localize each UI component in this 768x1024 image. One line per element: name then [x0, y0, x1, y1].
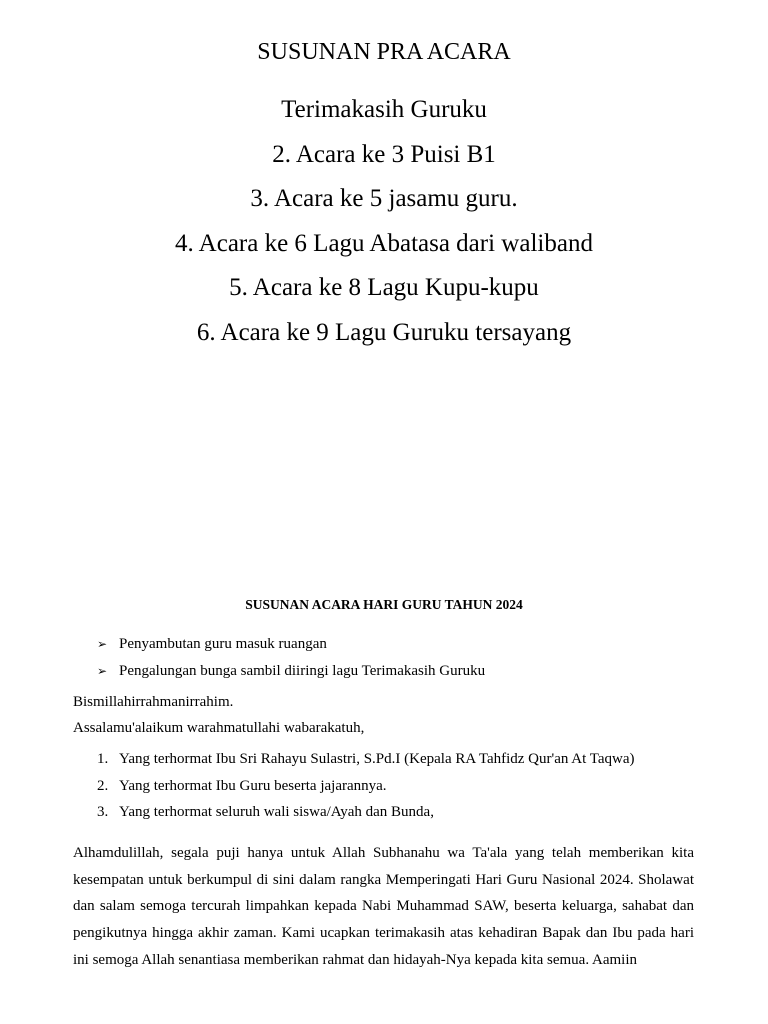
pre-event-list [0, 93, 768, 361]
opening-greeting: Assalamu'alaikum warahmatullahi wabarakatuh, [73, 720, 365, 736]
list-item-text: Pengalungan bunga sambil diiringi lagu Terimakasih Guruku [119, 662, 486, 679]
pre-event-item: 5. Acara ke 8 Lagu Kupu-kupu [229, 274, 539, 302]
arrow-bullet-list [97, 634, 485, 687]
arrow-bullet-icon: ➢ [97, 637, 108, 651]
list-item-text: Yang terhormat Ibu Sri Rahayu Sulastri, S.Pd.I (Kepala RA Tahfidz Qur'an At Taqwa) [119, 751, 635, 767]
list-item-text: Yang terhormat seluruh wali siswa/Ayah dan Bunda, [119, 804, 434, 820]
list-item-text: Yang terhormat Ibu Guru beserta jajarannya. [119, 777, 387, 794]
pre-event-title: SUSUNAN PRA ACARA [257, 39, 511, 65]
body-paragraph: Alhamdulillah, segala puji hanya untuk Allah Subhanahu wa Ta'ala yang telah memberikan kita kesempatan untuk berkumpul di sini dalam rangka Memperingati Hari Guru Nasional 2024. Sholawat dan salam semoga tercurah limpahkan kepada Nabi Muhammad SAW, beserta keluarga, sahabat dan pengikutnya hingga akhir zaman. Kami ucapkan terimakasih atas kehadiran Bapak dan Ibu pada hari ini semoga Allah senantiasa memberikan rahmat dan hidayah-Nya kepada kita semua. Aamiin [73, 845, 694, 968]
list-item [97, 749, 635, 769]
numbered-greeting-list [97, 749, 635, 829]
pre-event-item: 4. Acara ke 6 Lagu Abatasa dari waliband [175, 229, 593, 257]
list-item [97, 776, 635, 796]
list-number: 3. [97, 804, 109, 820]
list-item [97, 802, 635, 822]
opening-basmalah: Bismillahirrahmanirrahim. [73, 694, 234, 710]
pre-event-item: 6. Acara ke 9 Lagu Guruku tersayang [196, 318, 572, 346]
pre-event-item: Terimakasih Guruku [281, 96, 487, 123]
list-item [97, 661, 485, 681]
pre-event-item: 3. Acara ke 5 jasamu guru. [250, 185, 518, 213]
list-number: 1. [97, 751, 109, 767]
pre-event-item: 2. Acara ke 3 Puisi B1 [272, 140, 496, 168]
list-number: 2. [97, 777, 109, 794]
event-schedule-heading: SUSUNAN ACARA HARI GURU TAHUN 2024 [245, 597, 523, 612]
list-item [97, 634, 485, 654]
arrow-bullet-icon: ➢ [97, 663, 108, 678]
list-item-text: Penyambutan guru masuk ruangan [119, 636, 327, 652]
